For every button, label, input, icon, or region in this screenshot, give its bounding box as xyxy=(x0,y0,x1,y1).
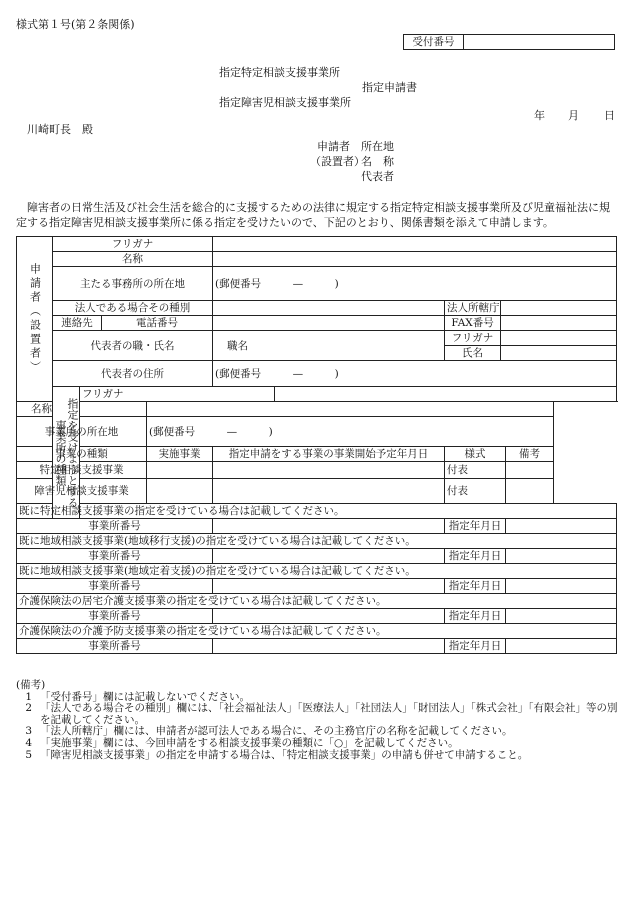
rep-furigana-label: フリガナ xyxy=(445,331,501,346)
prior-heading-1: 既に特定相談支援事業の指定を受けている場合は記載してください。 xyxy=(17,504,617,519)
prior-date-field-1[interactable] xyxy=(506,519,617,534)
phone-field[interactable] xyxy=(213,316,445,331)
applicant-furigana-field[interactable] xyxy=(213,237,617,252)
prior-number-field-5[interactable] xyxy=(213,639,445,654)
facility-section-label: 指定を受けようとする事業所の種類 xyxy=(53,387,80,519)
phone-label: 電話番号 xyxy=(102,316,213,331)
application-form-table xyxy=(16,236,617,654)
prior-number-label-3: 事業所番号 xyxy=(17,579,213,594)
prior-number-field-1[interactable] xyxy=(213,519,445,534)
addressee: 川崎町長 殿 xyxy=(27,123,93,136)
facility-name-field[interactable] xyxy=(147,402,554,417)
prior-heading-4: 介護保険法の居宅介護支援事業の指定を受けている場合は記載してください。 xyxy=(17,594,617,609)
office-address-field[interactable] xyxy=(213,267,617,301)
prior-heading-3: 既に地域相談支援事業(地域定着支援)の指定を受けている場合は記載してください。 xyxy=(17,564,617,579)
note-field-1[interactable] xyxy=(506,462,554,479)
title-line-2: 指定申請書 xyxy=(362,81,417,94)
fax-label: FAX番号 xyxy=(445,316,501,331)
applicant-address-label: 所在地 xyxy=(361,140,394,153)
note-item: 4 「実施事業」欄には、今回申請をする相談支援事業の種類に「○」を記載してください。 xyxy=(25,736,459,749)
prior-date-label-2: 指定年月日 xyxy=(445,549,506,564)
applicant-section-label: 申請者（設置者） xyxy=(17,237,53,402)
title-line-3: 指定障害児相談支援事業所 xyxy=(219,96,351,109)
note-item: 3 「法人所轄庁」欄には、申請者が認可法人である場合に、その主務官庁の名称を記載してください。 xyxy=(25,725,513,738)
prior-date-field-4[interactable] xyxy=(506,609,617,624)
prior-date-label-1: 指定年月日 xyxy=(445,519,506,534)
facility-furigana-field[interactable] xyxy=(275,387,617,402)
prior-number-label-2: 事業所番号 xyxy=(17,549,213,564)
prior-number-field-4[interactable] xyxy=(213,609,445,624)
note-item: 1 「受付番号」欄には記載しないでください。 xyxy=(25,690,250,703)
applicant-name-field[interactable] xyxy=(213,252,617,267)
corp-type-field[interactable] xyxy=(213,301,445,316)
form-cell-2: 付表 xyxy=(445,479,506,504)
prior-number-field-2[interactable] xyxy=(213,549,445,564)
founder-label: （設置者） xyxy=(310,155,365,168)
col-form: 様式 xyxy=(445,447,506,462)
col-note: 備考 xyxy=(506,447,554,462)
rep-position-field[interactable] xyxy=(213,331,445,361)
facility-name-label: 名称 xyxy=(17,402,147,417)
prior-number-label-4: 事業所番号 xyxy=(17,609,213,624)
applicant-name-label: 名 称 xyxy=(361,155,394,168)
implemented-field-2[interactable] xyxy=(147,479,213,504)
applicant-rep-label: 代表者 xyxy=(361,170,394,183)
prior-date-label-3: 指定年月日 xyxy=(445,579,506,594)
receipt-number-field[interactable] xyxy=(464,35,615,50)
rep-name-field[interactable] xyxy=(501,346,617,361)
prior-number-field-3[interactable] xyxy=(213,579,445,594)
receipt-number-box xyxy=(403,34,615,50)
rep-furigana-field[interactable] xyxy=(501,331,617,346)
date-year: 年 xyxy=(534,109,545,122)
prior-date-field-3[interactable] xyxy=(506,579,617,594)
applicant-label: 申請者 xyxy=(317,140,350,153)
rep-address-field[interactable] xyxy=(213,361,617,387)
prior-heading-2: 既に地域相談支援事業(地域移行支援)の指定を受けている場合は記載してください。 xyxy=(17,534,617,549)
business-type-row-2: 障害児相談支援事業 xyxy=(17,479,147,504)
prior-date-label-5: 指定年月日 xyxy=(445,639,506,654)
facility-furigana-label: フリガナ xyxy=(80,387,275,402)
rep-postal: (郵便番号 — ) xyxy=(215,367,339,380)
notes-heading: (備考) xyxy=(16,679,46,691)
facility-address-field[interactable] xyxy=(147,417,554,447)
authority-label: 法人所轄庁 xyxy=(445,301,501,316)
notes-section xyxy=(16,680,621,761)
facility-address-label: 事業所の所在地 xyxy=(17,417,147,447)
prior-date-field-2[interactable] xyxy=(506,549,617,564)
prior-number-label-5: 事業所番号 xyxy=(17,639,213,654)
applicant-name-label: 名称 xyxy=(53,252,213,267)
col-implemented: 実施事業 xyxy=(147,447,213,462)
prior-heading-5: 介護保険法の介護予防支援事業の指定を受けている場合は記載してください。 xyxy=(17,624,617,639)
corp-type-label: 法人である場合その種別 xyxy=(53,301,213,316)
prior-number-label-1: 事業所番号 xyxy=(17,519,213,534)
col-start-date: 指定申請をする事業の事業開始予定年月日 xyxy=(213,447,445,462)
note-item: 5 「障害児相談支援事業」の指定を申請する場合は、「特定相談支援事業」の申請も併せて申請すること。 xyxy=(25,748,529,761)
title-line-1: 指定特定相談支援事業所 xyxy=(219,66,340,79)
fax-field[interactable] xyxy=(501,316,617,331)
note-item: 2 「法人である場合その種別」欄には、「社会福祉法人」「医療法人」「社団法人」「財団法人」「株式会社」「有限会社」等の別を記載してください。 xyxy=(25,702,618,726)
authority-field[interactable] xyxy=(501,301,617,316)
prior-date-field-5[interactable] xyxy=(506,639,617,654)
col-business-type: 事業の種類 xyxy=(17,447,147,462)
form-number: 様式第１号(第２条関係) xyxy=(16,18,135,31)
prior-date-label-4: 指定年月日 xyxy=(445,609,506,624)
applicant-furigana-label: フリガナ xyxy=(53,237,213,252)
start-date-field-2[interactable] xyxy=(213,479,445,504)
office-address-label: 主たる事務所の所在地 xyxy=(53,267,213,301)
business-type-row-1: 特定相談支援事業 xyxy=(17,462,147,479)
facility-postal: (郵便番号 — ) xyxy=(149,425,273,438)
rep-position-label: 職名 xyxy=(227,339,249,352)
receipt-number-label: 受付番号 xyxy=(404,35,464,50)
start-date-field-1[interactable] xyxy=(213,462,445,479)
office-postal: (郵便番号 — ) xyxy=(215,277,339,290)
rep-name-field-label: 氏名 xyxy=(445,346,501,361)
date-day: 日 xyxy=(604,109,615,122)
rep-address-label: 代表者の住所 xyxy=(53,361,213,387)
date-month: 月 xyxy=(568,109,579,122)
rep-name-label: 代表者の職・氏名 xyxy=(53,331,213,361)
form-cell-1: 付表 xyxy=(445,462,506,479)
intro-paragraph: 障害者の日常生活及び社会生活を総合的に支援するための法律に規定する指定特定相談支援事業所及び児童福祉法に規定する指定障害児相談支援事業所に係る指定を受けたいので、下記のとおり、関係書類を添えて申請します。 xyxy=(16,201,610,229)
contact-label: 連絡先 xyxy=(53,316,102,331)
implemented-field-1[interactable] xyxy=(147,462,213,479)
note-field-2[interactable] xyxy=(506,479,554,504)
